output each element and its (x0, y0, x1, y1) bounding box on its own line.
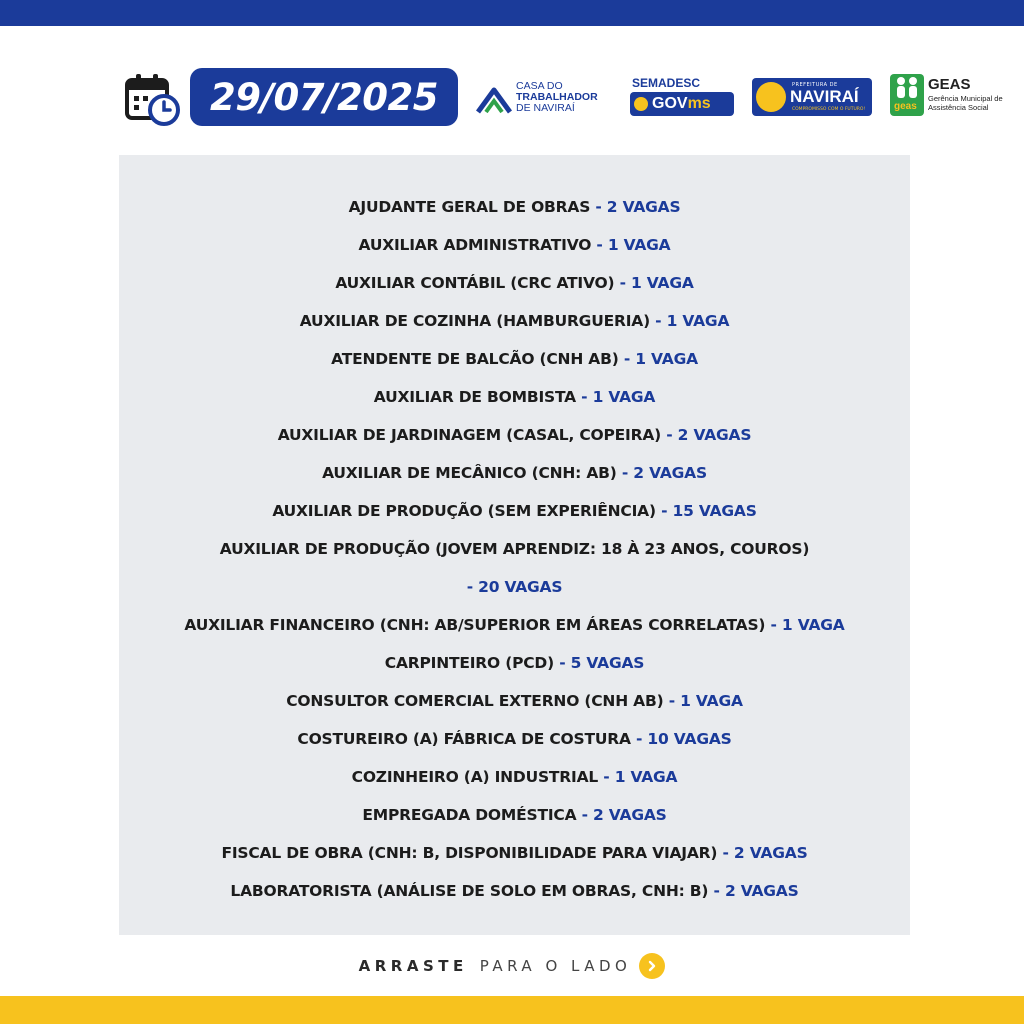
casa-do-trabalhador-logo (476, 80, 616, 120)
job-item (119, 568, 910, 606)
geas-mini-label: geas (894, 101, 917, 112)
job-item (119, 872, 910, 910)
house-icon (476, 86, 512, 114)
semadesc-label: SEMADESC (632, 76, 701, 90)
geas-people-icon (890, 74, 924, 116)
navirai-pref: PREFEITURA DE (792, 82, 838, 88)
job-vagas: - 1 VAGA (596, 236, 671, 254)
city-crest-icon (756, 82, 786, 112)
job-title: FISCAL DE OBRA (CNH: B, DISPONIBILIDADE PARA VIAJAR) (221, 844, 718, 862)
job-title: AUXILIAR DE COZINHA (HAMBURGUERIA) (299, 312, 650, 330)
job-item (119, 378, 910, 416)
calendar-clock-icon (124, 70, 182, 128)
job-vagas: - 2 VAGAS (581, 806, 667, 824)
job-title: CARPINTEIRO (PCD) (384, 654, 554, 672)
job-vagas: - 1 VAGA (581, 388, 656, 406)
job-vagas: - 15 VAGAS (661, 502, 757, 520)
casa-line1: CASA DO (516, 80, 563, 92)
ms-label: ms (687, 95, 711, 112)
job-item (119, 226, 910, 264)
job-item (119, 454, 910, 492)
job-title: AJUDANTE GERAL DE OBRAS (348, 198, 591, 216)
job-title: LABORATORISTA (ANÁLISE DE SOLO EM OBRAS, CNH: B) (230, 882, 709, 900)
gov-label: GOV (652, 95, 688, 112)
job-item (119, 188, 910, 226)
geas-title: GEAS (928, 76, 971, 93)
job-vagas: - 1 VAGA (603, 768, 678, 786)
job-title: AUXILIAR DE PRODUÇÃO (SEM EXPERIÊNCIA) (272, 502, 656, 520)
job-title: AUXILIAR DE PRODUÇÃO (JOVEM APRENDIZ: 18 À 23 ANOS, COUROS) (219, 540, 810, 558)
date-badge: 29/07/2025 (190, 68, 458, 126)
navirai-sub: COMPROMISSO COM O FUTURO! (792, 107, 866, 112)
job-item (119, 720, 910, 758)
job-vagas: - 2 VAGAS (621, 464, 707, 482)
job-item (119, 416, 910, 454)
job-title: CONSULTOR COMERCIAL EXTERNO (CNH AB) (286, 692, 664, 710)
job-vagas: - 2 VAGAS (713, 882, 799, 900)
job-title: AUXILIAR ADMINISTRATIVO (358, 236, 592, 254)
job-vagas: - 5 VAGAS (559, 654, 645, 672)
job-title: EMPREGADA DOMÉSTICA (362, 806, 577, 824)
job-item (119, 302, 910, 340)
job-item (119, 644, 910, 682)
casa-line3: DE NAVIRAÍ (516, 102, 575, 114)
job-vagas: - 1 VAGA (655, 312, 730, 330)
chevron-right-icon[interactable] (639, 953, 665, 979)
job-item (119, 606, 910, 644)
job-title: AUXILIAR DE MECÂNICO (CNH: AB) (322, 464, 617, 482)
job-title: ATENDENTE DE BALCÃO (CNH AB) (331, 350, 619, 368)
swipe-hint-strong: ARRASTE (358, 957, 468, 975)
navirai-name: NAVIRAÍ (790, 87, 859, 106)
job-vagas: - 1 VAGA (623, 350, 698, 368)
job-list (119, 188, 910, 910)
job-item (119, 834, 910, 872)
job-title: COSTUREIRO (A) FÁBRICA DE COSTURA (297, 730, 631, 748)
job-vagas: - 1 VAGA (770, 616, 845, 634)
job-item (119, 758, 910, 796)
casa-line2: TRABALHADOR (516, 91, 598, 103)
job-item (119, 682, 910, 720)
geas-subtitle: Gerência Municipal de Assistência Social (928, 94, 1003, 112)
header (0, 60, 1024, 140)
job-vagas: - 1 VAGA (668, 692, 743, 710)
top-accent-bar (0, 0, 1024, 26)
job-vagas: - 2 VAGAS (722, 844, 808, 862)
semadesc-govms-logo (630, 76, 736, 120)
job-title: AUXILIAR DE BOMBISTA (373, 388, 576, 406)
job-item (119, 530, 910, 568)
swipe-hint-light: PARA O LADO (479, 957, 632, 975)
job-vagas: - 2 VAGAS (666, 426, 752, 444)
job-vagas: - 10 VAGAS (635, 730, 732, 748)
geas-logo (890, 72, 1010, 118)
job-vagas: - 20 VAGAS (466, 578, 563, 596)
job-title: AUXILIAR CONTÁBIL (CRC ATIVO) (335, 274, 615, 292)
job-vagas: - 1 VAGA (619, 274, 694, 292)
job-item (119, 264, 910, 302)
prefeitura-navirai-logo (752, 78, 872, 116)
job-title: AUXILIAR FINANCEIRO (CNH: AB/SUPERIOR EM ÁREAS CORRELATAS) (184, 616, 766, 634)
job-item (119, 492, 910, 530)
job-list-panel (119, 155, 910, 935)
job-vagas: - 2 VAGAS (595, 198, 681, 216)
swipe-hint[interactable] (0, 950, 1024, 982)
state-emblem-icon (634, 97, 648, 111)
bottom-accent-bar (0, 996, 1024, 1024)
job-item (119, 796, 910, 834)
job-title: COZINHEIRO (A) INDUSTRIAL (351, 768, 599, 786)
job-item (119, 340, 910, 378)
job-title: AUXILIAR DE JARDINAGEM (CASAL, COPEIRA) (277, 426, 662, 444)
